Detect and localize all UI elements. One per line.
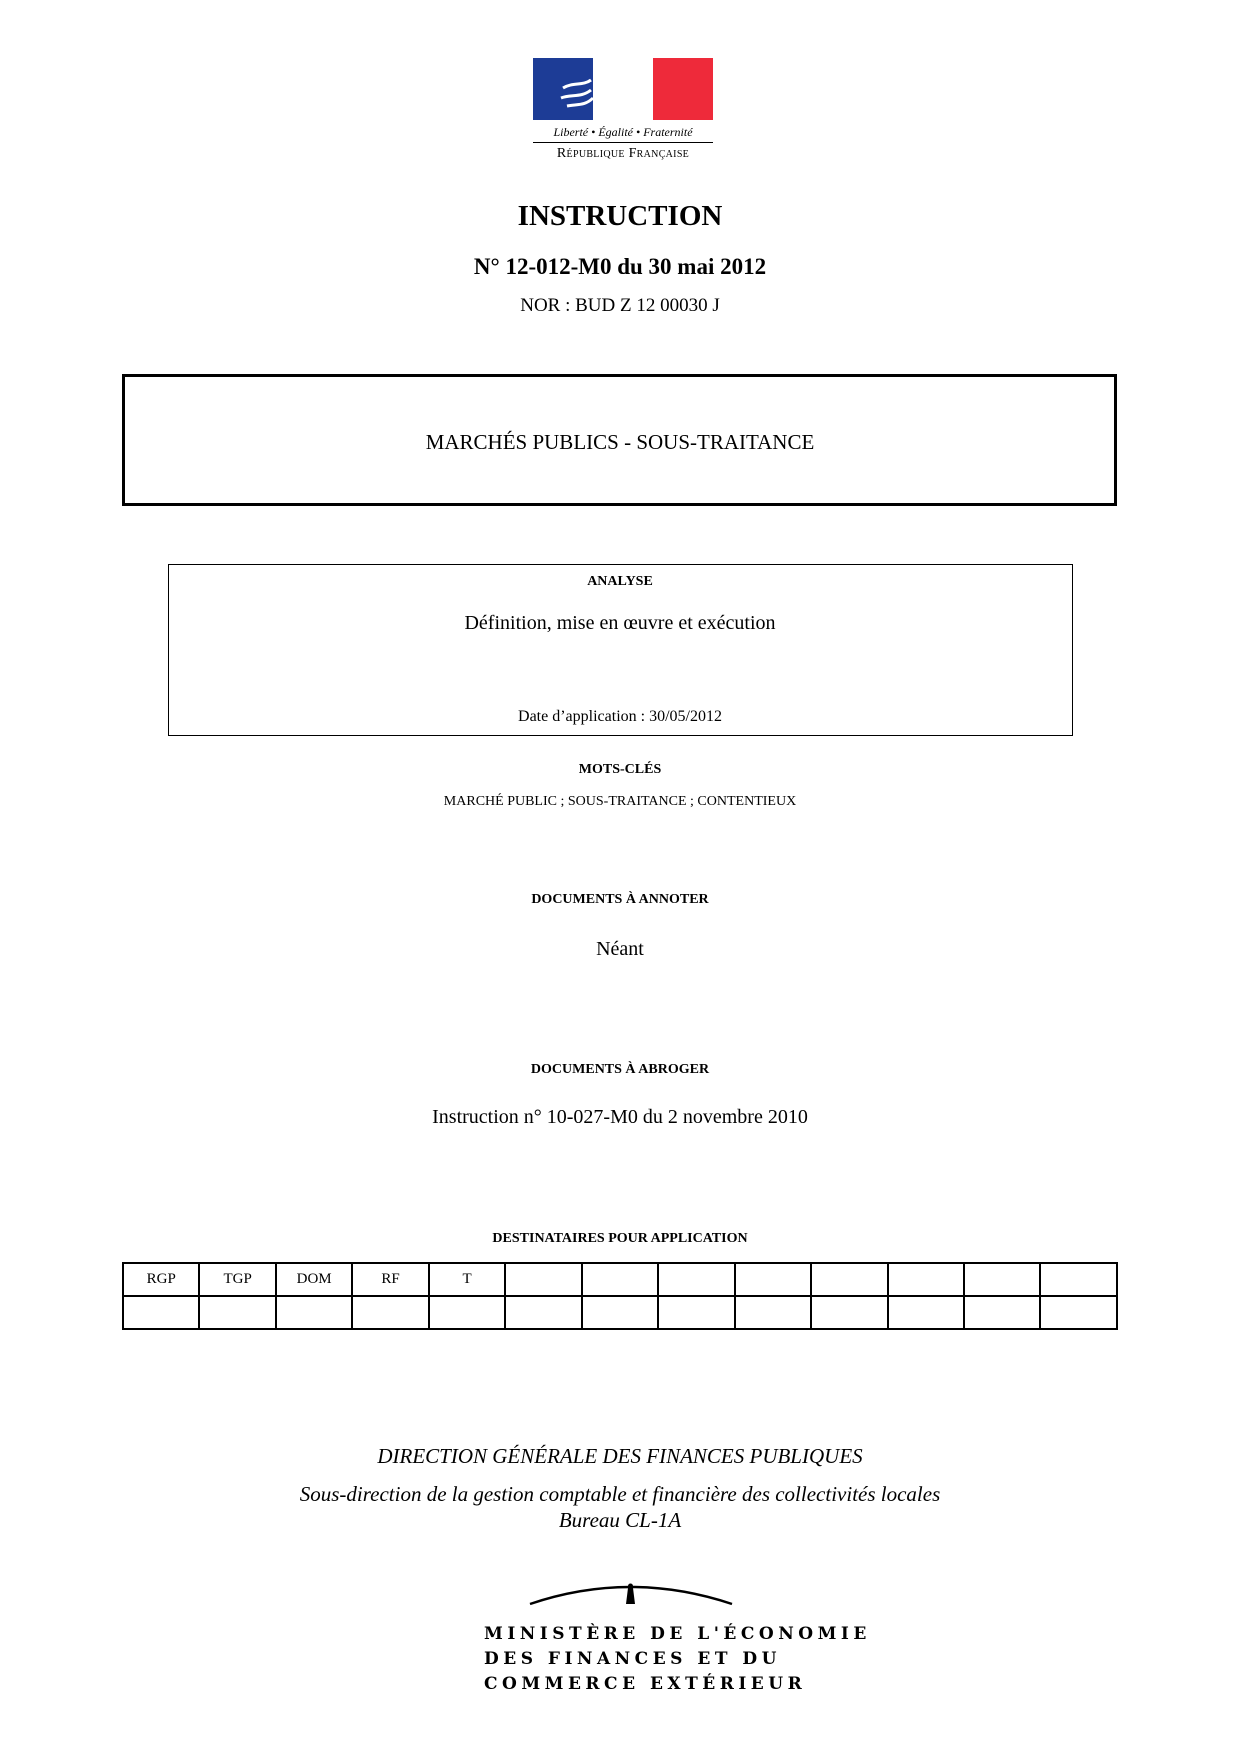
keywords-heading: MOTS-CLÉS (578, 762, 662, 777)
table-cell (811, 1263, 887, 1296)
analyse-heading: ANALYSE (587, 574, 653, 589)
documents-abroger-text: Instruction n° 10-027-M0 du 2 novembre 2010 (432, 1106, 808, 1128)
ministere-line-3: COMMERCE EXTÉRIEUR (484, 1674, 807, 1694)
rf-divider (533, 142, 713, 143)
table-cell (964, 1263, 1040, 1296)
rf-motto: Liberté • Égalité • Fraternité (553, 125, 693, 139)
table-cell (352, 1296, 428, 1329)
table-cell (505, 1263, 581, 1296)
table-cell (1040, 1296, 1117, 1329)
document-title: INSTRUCTION (517, 200, 723, 232)
table-cell (429, 1296, 505, 1329)
table-cell: TGP (199, 1263, 275, 1296)
ministere-arc-icon (470, 1568, 770, 1618)
table-cell (735, 1296, 811, 1329)
documents-abroger-heading: DOCUMENTS À ABROGER (530, 1062, 710, 1077)
table-cell (199, 1296, 275, 1329)
bureau-name: Bureau CL-1A (558, 1508, 682, 1532)
nor-reference: NOR : BUD Z 12 00030 J (520, 295, 720, 316)
table-cell (888, 1296, 964, 1329)
instruction-number: N° 12-012-M0 du 30 mai 2012 (473, 254, 767, 279)
table-cell (123, 1296, 199, 1329)
keywords-text: MARCHÉ PUBLIC ; SOUS-TRAITANCE ; CONTENTIEUX (443, 794, 797, 809)
destinataires-table (122, 1262, 1118, 1330)
destinataires-heading: DESTINATAIRES POUR APPLICATION (492, 1231, 748, 1246)
table-cell (658, 1296, 734, 1329)
rf-name: République Française (556, 146, 690, 161)
subject-title: MARCHÉS PUBLICS - SOUS-TRAITANCE (425, 430, 815, 454)
analyse-text: Définition, mise en œuvre et exécution (464, 612, 776, 634)
ministere-logo (470, 1568, 871, 1694)
table-cell: RGP (123, 1263, 199, 1296)
table-row (123, 1263, 1117, 1296)
table-cell (811, 1296, 887, 1329)
table-cell (964, 1296, 1040, 1329)
application-date: Date d’application : 30/05/2012 (518, 708, 722, 725)
republique-francaise-logo (533, 58, 713, 168)
documents-annoter-text: Néant (596, 938, 644, 960)
table-cell (735, 1263, 811, 1296)
table-cell: T (429, 1263, 505, 1296)
table-cell (505, 1296, 581, 1329)
marianne-profile-icon (533, 58, 713, 120)
ministere-line-1: MINISTÈRE DE L'ÉCONOMIE (484, 1624, 871, 1644)
documents-annoter-heading: DOCUMENTS À ANNOTER (531, 892, 709, 907)
table-cell (658, 1263, 734, 1296)
direction-name: DIRECTION GÉNÉRALE DES FINANCES PUBLIQUES (377, 1444, 863, 1468)
sous-direction-name: Sous-direction de la gestion comptable et financière des collectivités locales (299, 1482, 941, 1506)
table-cell (582, 1263, 658, 1296)
table-cell: DOM (276, 1263, 352, 1296)
ministere-line-2: DES FINANCES ET DU (484, 1649, 781, 1669)
table-cell (1040, 1263, 1117, 1296)
table-cell (888, 1263, 964, 1296)
marianne-flag-icon (533, 58, 713, 120)
table-cell (276, 1296, 352, 1329)
table-cell (582, 1296, 658, 1329)
table-row (123, 1296, 1117, 1329)
table-cell: RF (352, 1263, 428, 1296)
